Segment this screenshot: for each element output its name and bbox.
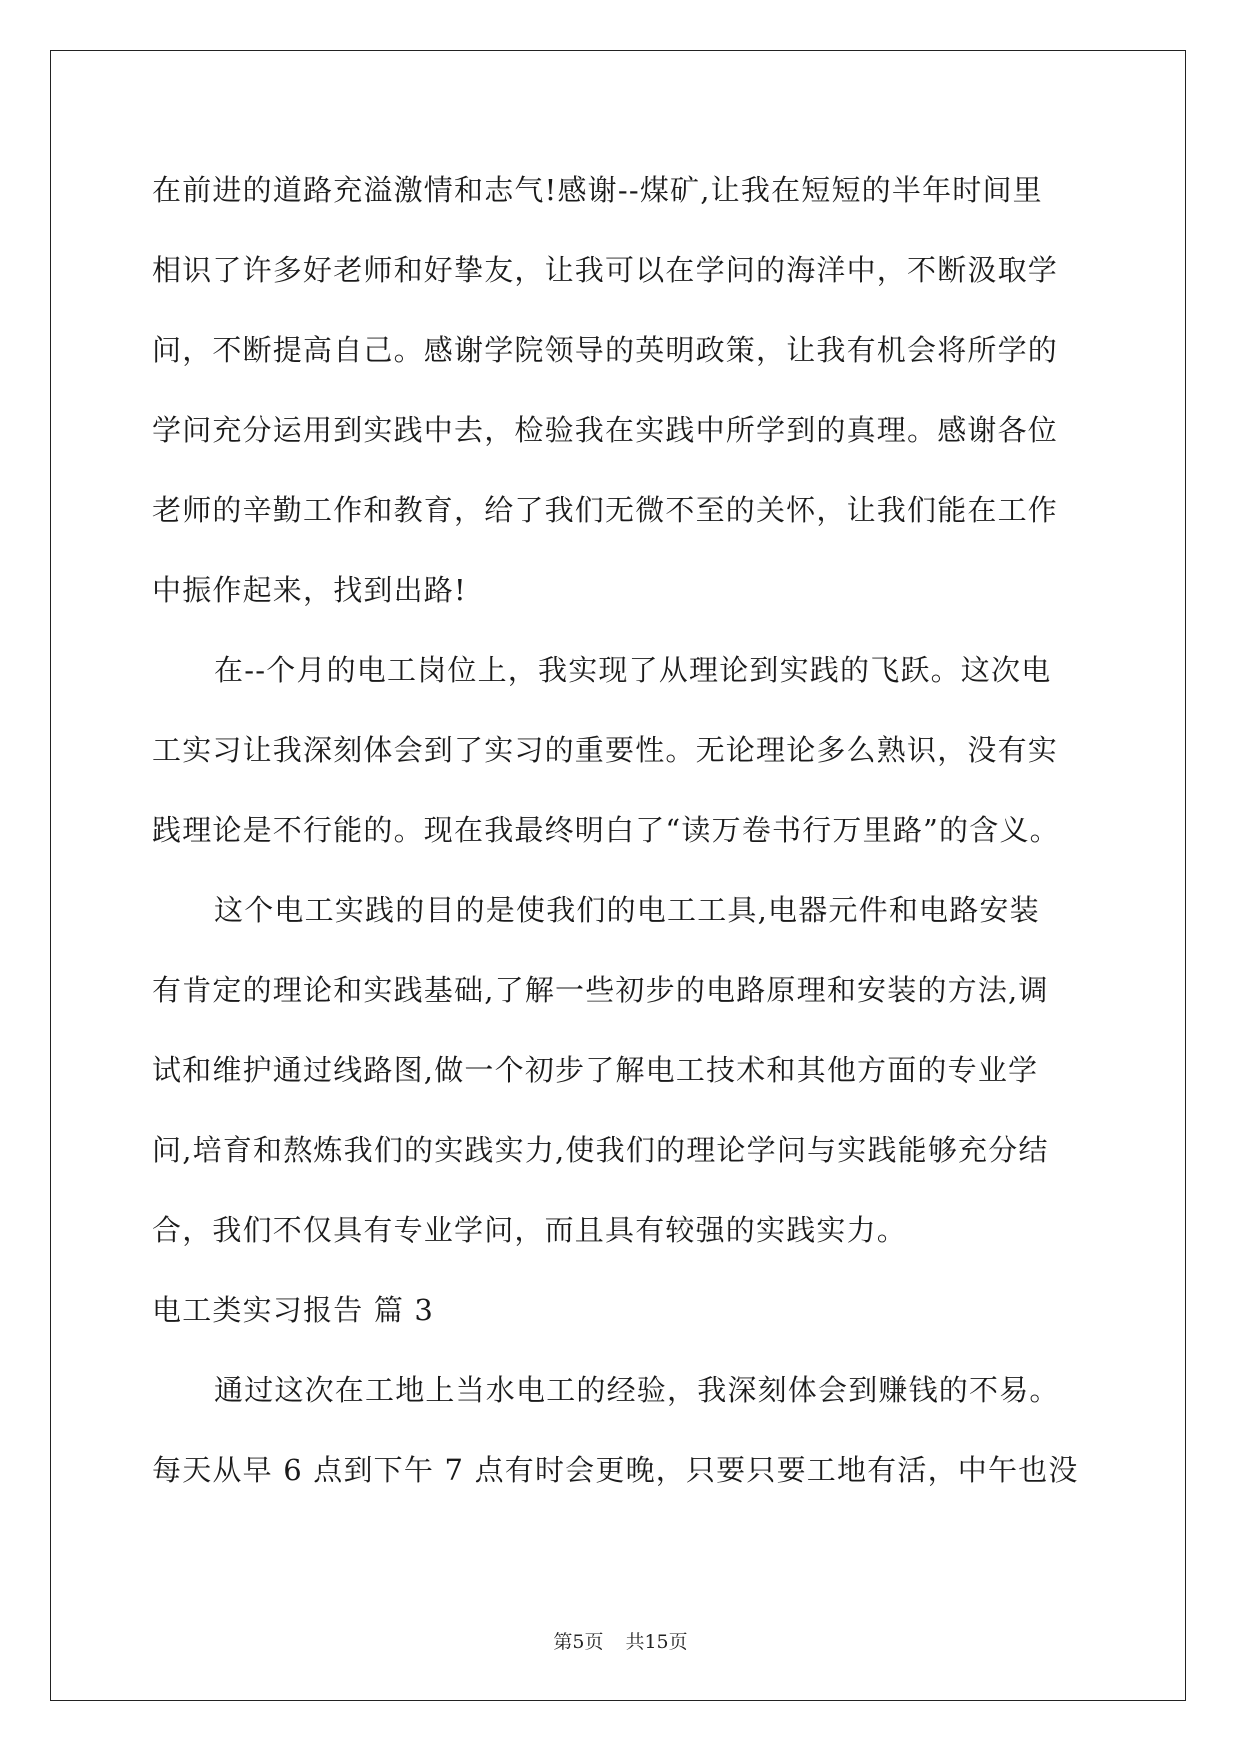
text-line: 每天从早 6 点到下午 7 点有时会更晚，只要只要工地有活，中午也没 — [152, 1453, 1079, 1487]
document-body — [152, 167, 1092, 1527]
text-line: 有肯定的理论和实践基础,了解一些初步的电路原理和安装的方法,调 — [152, 973, 1049, 1007]
text-line: 合，我们不仅具有专业学问，而且具有较强的实践实力。 — [152, 1213, 908, 1247]
text-line: 问，不断提高自己。感谢学院领导的英明政策，让我有机会将所学的 — [152, 333, 1059, 367]
text-line: 试和维护通过线路图,做一个初步了解电工技术和其他方面的专业学 — [152, 1053, 1039, 1087]
paragraph-start-line: 通过这次在工地上当水电工的经验，我深刻体会到赚钱的不易。 — [214, 1373, 1060, 1407]
page-number: 第5页 — [553, 1631, 604, 1653]
text-line: 相识了许多好老师和好挚友，让我可以在学问的海洋中，不断汲取学 — [152, 253, 1059, 287]
text-line: 践理论是不行能的。现在我最终明白了“读万卷书行万里路”的含义。 — [152, 813, 1060, 847]
text-line: 老师的辛勤工作和教育，给了我们无微不至的关怀，让我们能在工作 — [152, 493, 1059, 527]
page-total: 共15页 — [625, 1631, 688, 1653]
page-footer — [0, 1627, 1241, 1654]
section-heading: 电工类实习报告 篇 3 — [152, 1293, 435, 1327]
text-line: 问,培育和熬炼我们的实践实力,使我们的理论学问与实践能够充分结 — [152, 1133, 1049, 1167]
paragraph-start-line: 这个电工实践的目的是使我们的电工工具,电器元件和电路安装 — [214, 893, 1040, 927]
text-line: 学问充分运用到实践中去，检验我在实践中所学到的真理。感谢各位 — [152, 413, 1059, 447]
text-line: 工实习让我深刻体会到了实习的重要性。无论理论多么熟识，没有实 — [152, 733, 1059, 767]
text-line: 在前进的道路充溢激情和志气!感谢--煤矿,让我在短短的半年时间里 — [152, 173, 1043, 207]
text-line: 中振作起来，找到出路! — [152, 573, 467, 607]
paragraph-start-line: 在--个月的电工岗位上，我实现了从理论到实践的飞跃。这次电 — [214, 653, 1052, 687]
